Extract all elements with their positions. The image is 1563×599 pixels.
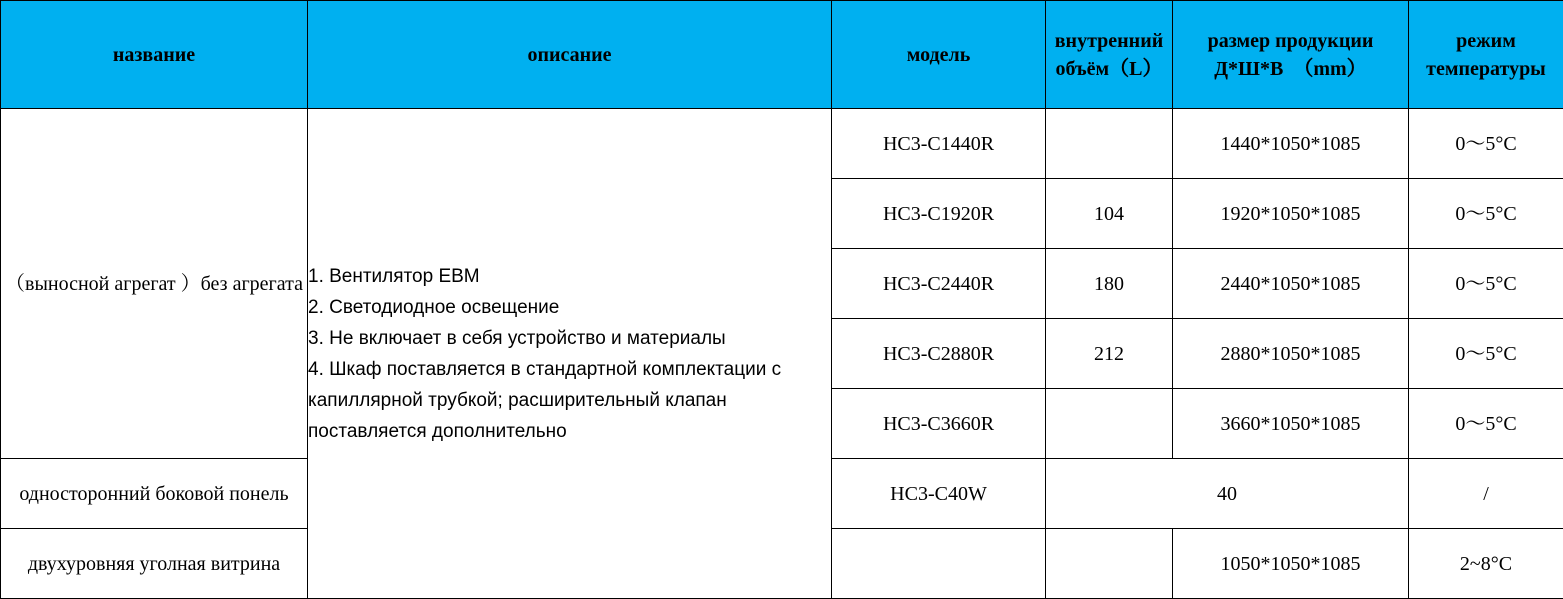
col-header-size: размер продукции Д*Ш*В （mm） [1173,1,1409,109]
size-cell: 1440*1050*1085 [1173,109,1409,179]
volume-cell: 212 [1046,319,1173,389]
volume-cell: 104 [1046,179,1173,249]
volume-cell [1046,389,1173,459]
size-cell: 2880*1050*1085 [1173,319,1409,389]
volume-cell [1046,109,1173,179]
volume-cell: 180 [1046,249,1173,319]
description-cell [308,109,832,599]
header-row [1,1,1563,109]
volume-cell [1046,529,1173,599]
temperature-cell: / [1409,459,1563,529]
model-cell: HC3-C1920R [832,179,1046,249]
temperature-cell: 0～5°C [1409,249,1563,319]
model-cell: HC3-C1440R [832,109,1046,179]
temperature-cell: 0～5°C [1409,179,1563,249]
size-cell: 3660*1050*1085 [1173,389,1409,459]
col-header-model: модель [832,1,1046,109]
group-name-remote: （выносной агрегат ）без агрегата [1,109,308,459]
model-cell: HC3-C3660R [832,389,1046,459]
model-cell: HC3-C2440R [832,249,1046,319]
size-cell: 1920*1050*1085 [1173,179,1409,249]
temperature-cell: 0～5°C [1409,389,1563,459]
description-line: 1. Вентилятор EBM [308,265,480,287]
table-row [1,109,1563,179]
model-cell: HC3-C40W [832,459,1046,529]
temperature-cell: 2~8°C [1409,529,1563,599]
temperature-cell: 0～5°C [1409,109,1563,179]
size-cell: 2440*1050*1085 [1173,249,1409,319]
col-header-temperature: режим температуры [1409,1,1563,109]
group-name-corner: двухуровняя уголная витрина [1,529,308,599]
combined-value-cell: 40 [1046,459,1409,529]
size-cell: 1050*1050*1085 [1173,529,1409,599]
col-header-description: описание [308,1,832,109]
col-header-volume: внутренний объём（L） [1046,1,1173,109]
col-header-name: название [1,1,308,109]
group-name-side-panel: односторонний боковой понель [1,459,308,529]
description-line: 3. Не включает в себя устройство и материалы [308,327,726,349]
description-line: 2. Светодиодное освещение [308,296,560,318]
model-cell: HC3-C2880R [832,319,1046,389]
temperature-cell: 0～5°C [1409,319,1563,389]
description-line: 4. Шкаф поставляется в стандартной комплектации с капиллярной трубкой; расширительный клапан поставляется дополнительно [308,358,787,442]
model-cell [832,529,1046,599]
